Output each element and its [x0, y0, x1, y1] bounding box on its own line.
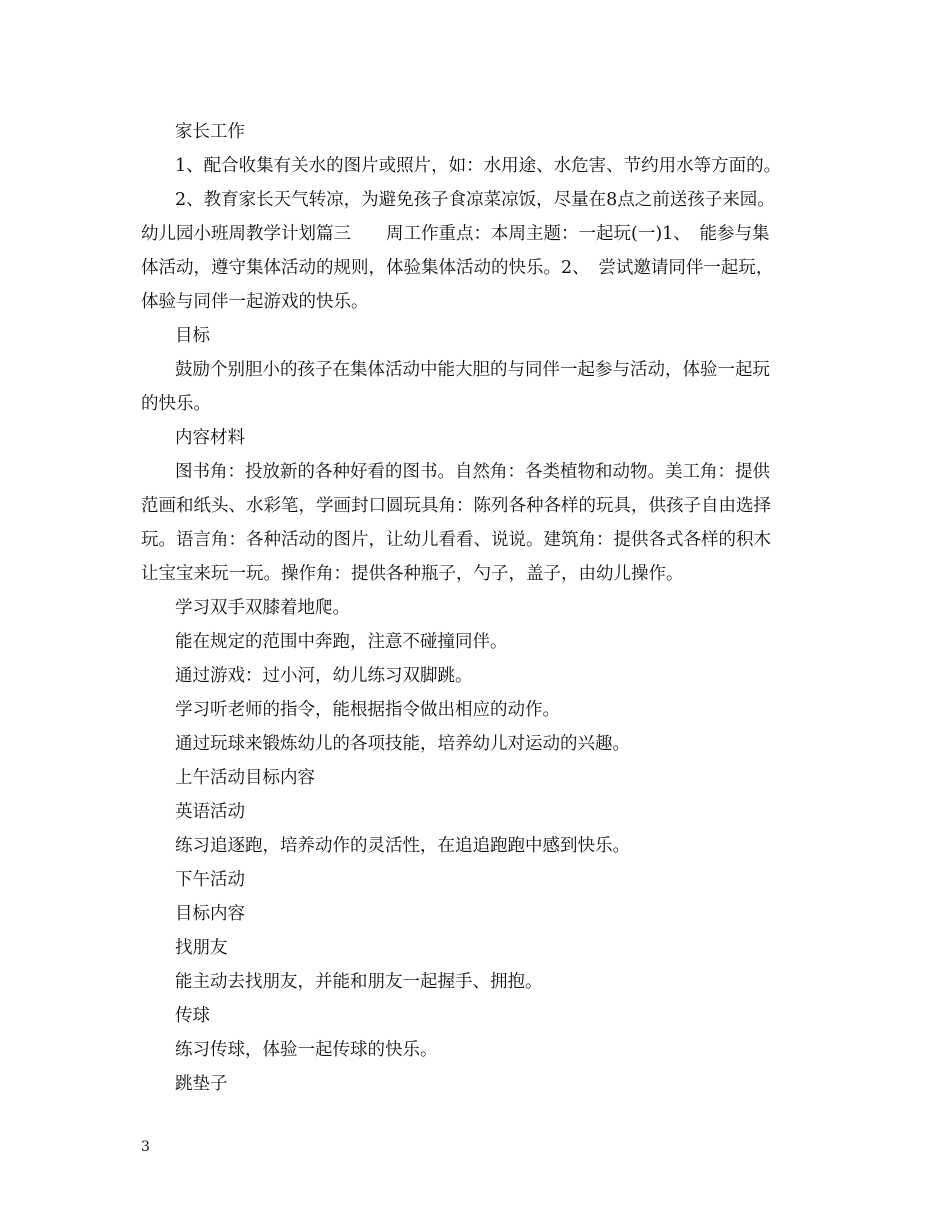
section-heading-english: 英语活动	[175, 802, 245, 822]
paragraph-line: 图书角：投放新的各种好看的图书。自然角：各类植物和动物。美工角：提供	[175, 462, 770, 482]
activity-title: 传球	[175, 1006, 210, 1026]
paragraph-line: 体验与同伴一起游戏的快乐。	[141, 292, 369, 312]
activity-title: 找朋友	[175, 938, 228, 958]
paragraph-line: 练习传球，体验一起传球的快乐。	[175, 1040, 438, 1060]
section-heading-goal-content: 目标内容	[175, 904, 245, 924]
document-body	[141, 115, 811, 1101]
paragraph-line: 通过玩球来锻炼幼儿的各项技能，培养幼儿对运动的兴趣。	[175, 734, 630, 754]
paragraph-line: 能在规定的范围中奔跑，注意不碰撞同伴。	[175, 632, 508, 652]
paragraph-line: 鼓励个别胆小的孩子在集体活动中能大胆的与同伴一起参与活动，体验一起玩	[175, 360, 770, 380]
paragraph-line: 1、配合收集有关水的图片或照片，如：水用途、水危害、节约用水等方面的。	[175, 156, 782, 176]
paragraph-line: 让宝宝来玩一玩。操作角：提供各种瓶子，勺子，盖子，由幼儿操作。	[141, 564, 684, 584]
paragraph-line: 学习听老师的指令，能根据指令做出相应的动作。	[175, 700, 560, 720]
paragraph-line: 练习追逐跑，培养动作的灵活性，在追追跑跑中感到快乐。	[175, 836, 630, 856]
section-heading-afternoon: 下午活动	[175, 870, 245, 890]
paragraph-line: 能主动去找朋友，并能和朋友一起握手、拥抱。	[175, 972, 543, 992]
paragraph-line: 体活动，遵守集体活动的规则，体验集体活动的快乐。2、 尝试邀请同伴一起玩，	[141, 258, 774, 278]
paragraph-line: 2、教育家长天气转凉，为避免孩子食凉菜凉饭，尽量在8点之前送孩子来园。	[175, 190, 775, 210]
section-heading-goal: 目标	[175, 326, 210, 346]
section-heading-materials: 内容材料	[175, 428, 245, 448]
page-number: 3	[141, 1139, 150, 1155]
paragraph-line: 学习双手双膝着地爬。	[175, 598, 350, 618]
paragraph-line: 玩。语言角：各种活动的图片，让幼儿看看、说说。建筑角：提供各式各样的积木	[141, 530, 771, 550]
section-heading-morning: 上午活动目标内容	[175, 768, 315, 788]
paragraph-line: 通过游戏：过小河，幼儿练习双脚跳。	[175, 666, 473, 686]
activity-title: 跳垫子	[175, 1074, 228, 1094]
paragraph-line: 范画和纸头、水彩笔，学画封口圆玩具角：陈列各种各样的玩具，供孩子自由选择	[141, 496, 771, 516]
paragraph-line: 幼儿园小班周教学计划篇三 周工作重点：本周主题：一起玩(一)1、 能参与集	[141, 224, 770, 244]
section-heading-parent-work: 家长工作	[175, 122, 245, 142]
paragraph-line: 的快乐。	[141, 394, 211, 414]
